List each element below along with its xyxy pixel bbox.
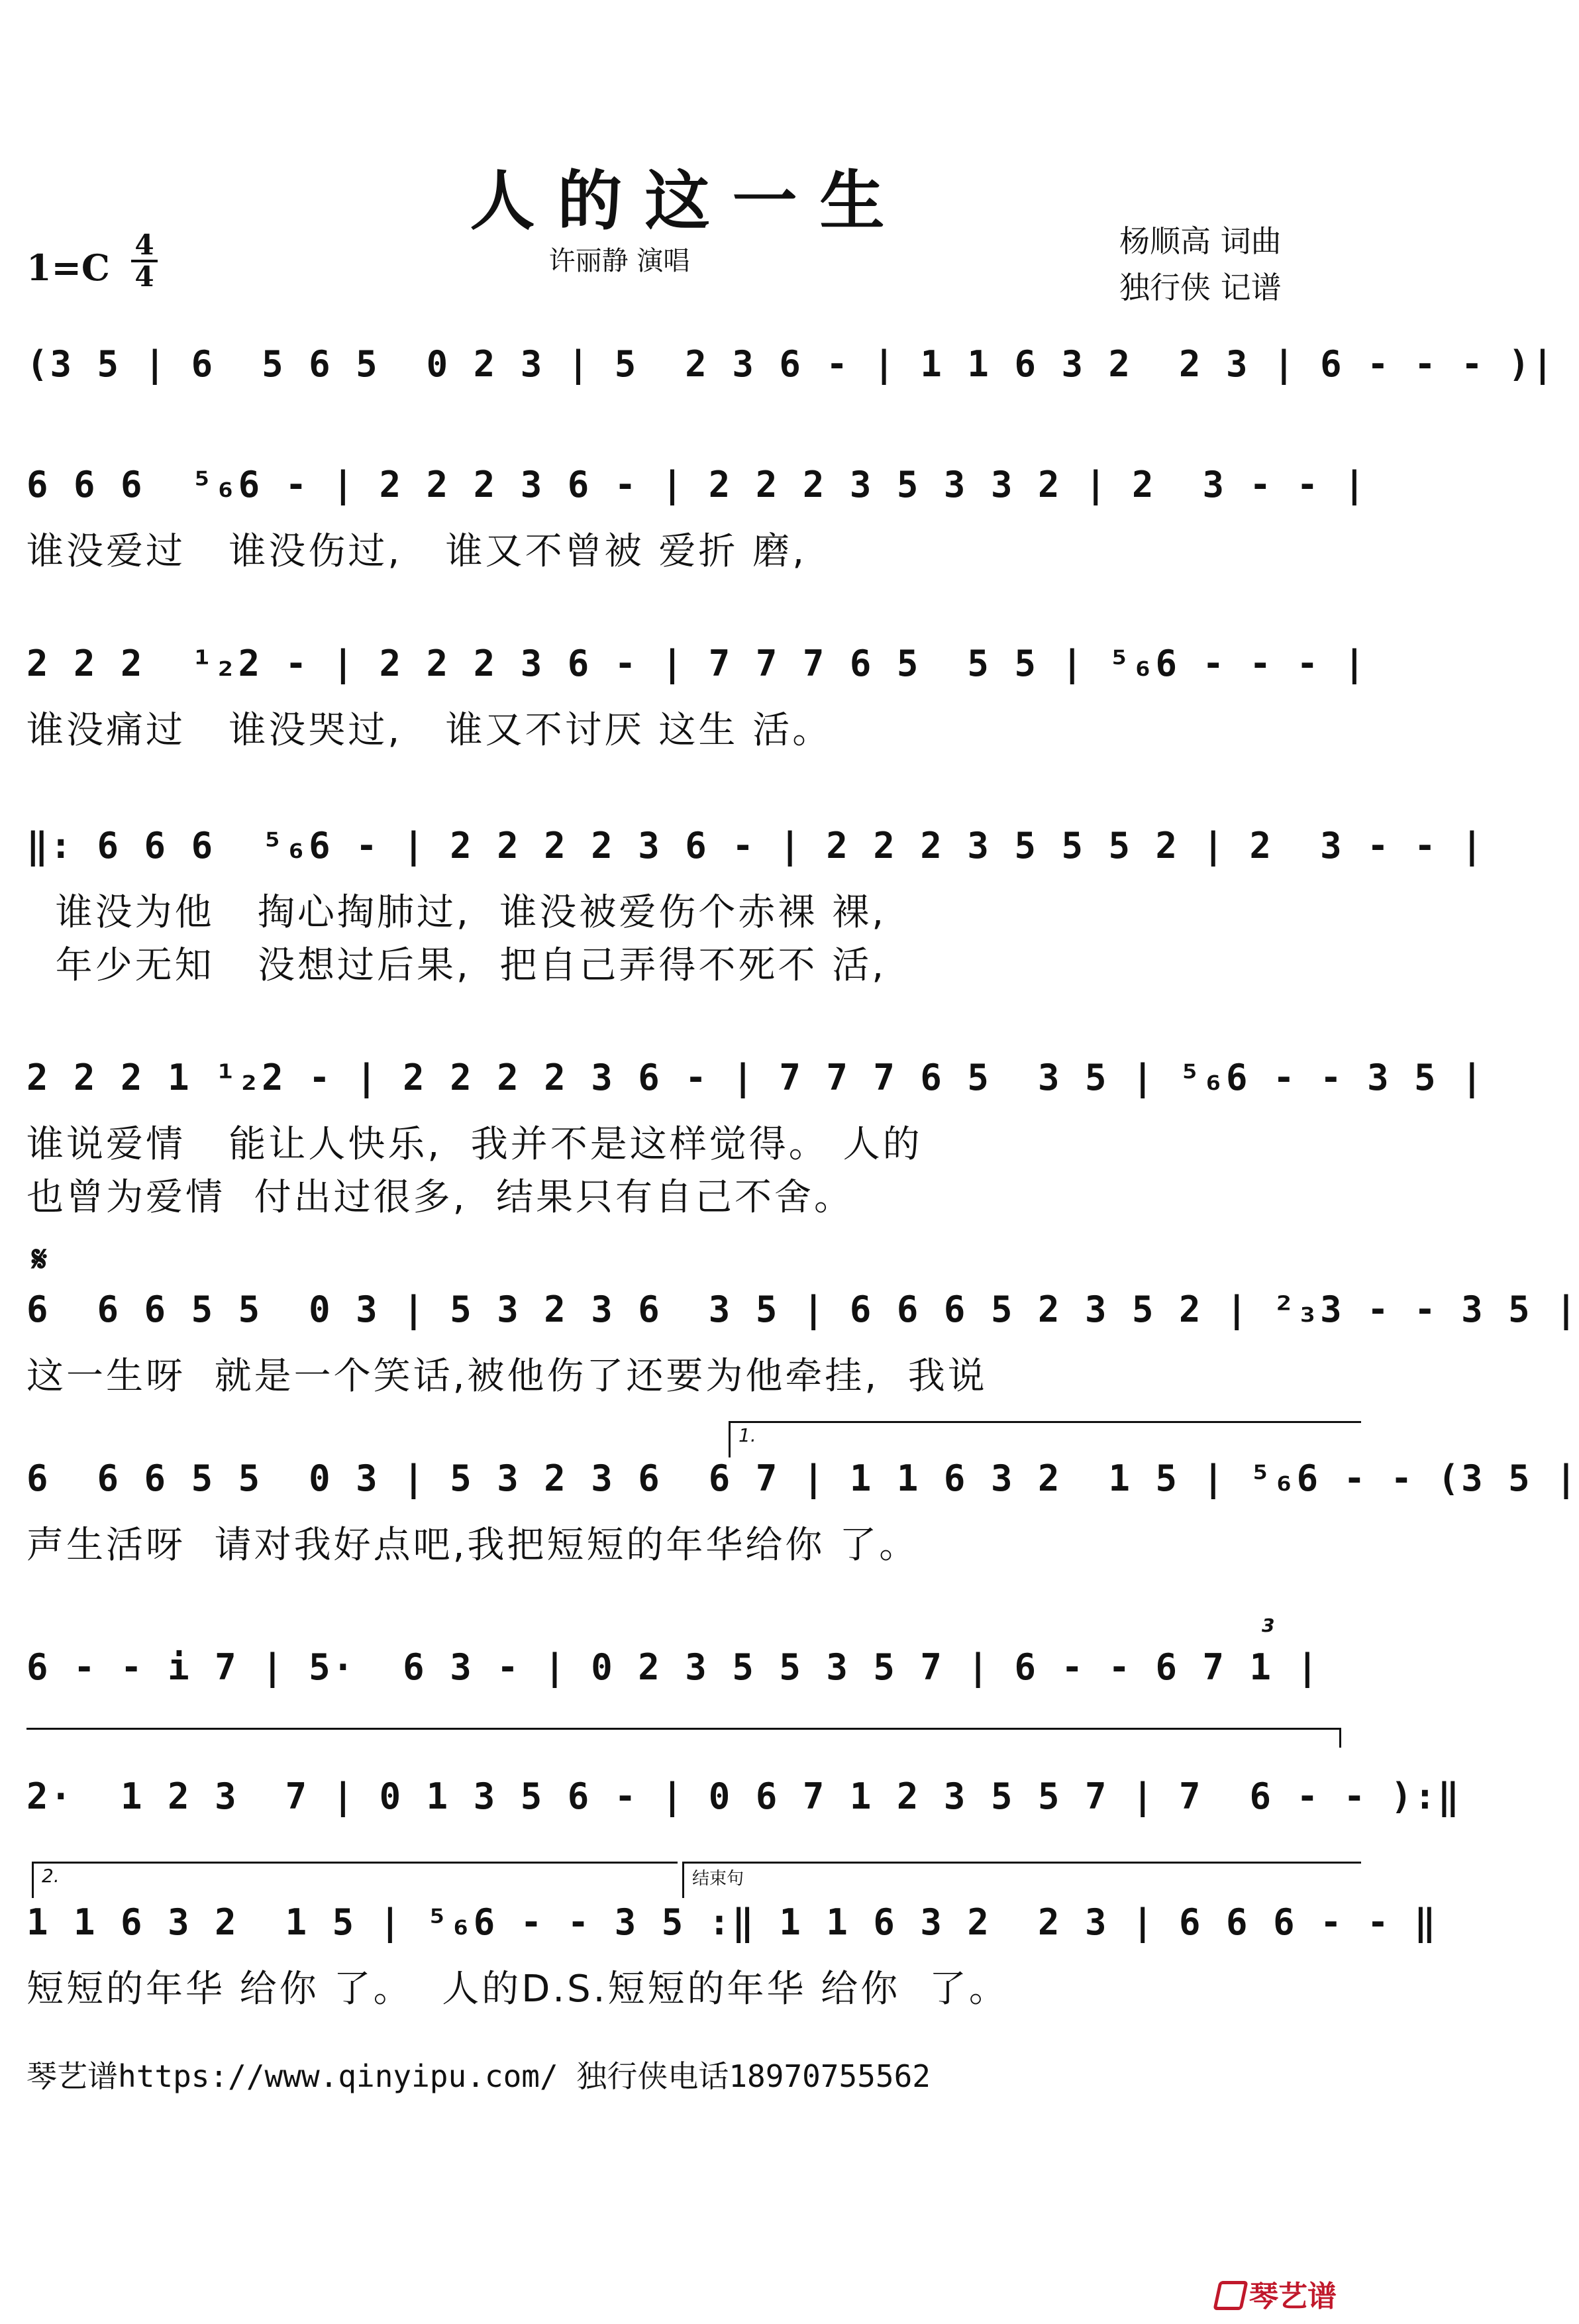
volta-continuation-line [26,1728,1341,1730]
singer-credit: 许丽静 演唱 [548,246,690,276]
lyric-line: 谁说爱情 能让人快乐, 我并不是这样觉得。 人的 [26,1123,923,1166]
lyric-line: 谁没爱过 谁没伤过, 谁又不曾被 爱折 磨, [26,530,807,573]
lyric-line: 年少无知 没想过后果, 把自己弄得不死不 活, [26,944,887,987]
volta-continuation-end [1339,1728,1341,1748]
coda-label: 结束句 [692,1869,744,1889]
segno-sign: 𝄋 [32,1238,48,1280]
second-ending-label: 2. [42,1865,60,1887]
lyric-line: 声生活呀 请对我好点吧,我把短短的年华给你 了。 [26,1524,919,1567]
notation-line: ‖: 6 6 6 ⁵₆6 - | 2 2 2 2 3 6 - | 2 2 2 3 5 5 5 2 | 2 3 - - | [26,825,1485,867]
logo-icon [1213,2281,1248,2310]
lyric-line: 短短的年华 给你 了。 人的D.S.短短的年华 给你 了。 [26,1968,1009,2011]
first-ending-bracket [729,1421,1361,1457]
key-signature: 1=C [26,246,110,289]
notation-line: 2 2 2 1 ¹₂2 - | 2 2 2 2 3 6 - | 7 7 7 6 5 3 5 | ⁵₆6 - - 3 5 | [26,1057,1485,1098]
meter-top: 4 [134,229,154,261]
notation-line: 6 6 6 5 5 0 3 | 5 3 2 3 6 3 5 | 6 6 6 5 2 3 5 2 | ²₃3 - - 3 5 | [26,1289,1579,1330]
notation-line: 6 6 6 5 5 0 3 | 5 3 2 3 6 6 7 | 1 1 6 3 2 1 5 | ⁵₆6 - - (3 5 | [26,1457,1579,1499]
site-logo [1216,2272,1337,2315]
song-title: 人的这一生 [470,163,907,239]
lyric-line: 谁没痛过 谁没哭过, 谁又不讨厌 这生 活。 [26,709,833,752]
notation-line: 2 2 2 ¹₂2 - | 2 2 2 3 6 - | 7 7 7 6 5 5 5 | ⁵₆6 - - - | [26,643,1368,684]
second-ending-bracket [32,1862,678,1898]
lyric-line: 也曾为爱情 付出过很多, 结果只有自己不舍。 [26,1176,854,1219]
coda-bracket [682,1862,1361,1898]
time-signature [131,229,158,293]
notation-line: (3 5 | 6 5 6 5 0 2 3 | 5 2 3 6 - | 1 1 6 3 2 2 3 | 6 - - - )| [26,343,1556,385]
notation-line: 6 6 6 ⁵₆6 - | 2 2 2 3 6 - | 2 2 2 3 5 3 3 2 | 2 3 - - | [26,464,1368,505]
lyrics-music-credit: 杨顺高 词曲 [1119,223,1282,259]
first-ending-label: 1. [739,1424,756,1446]
lyric-line: 谁没为他 掏心掏肺过, 谁没被爱伤个赤裸 裸, [26,891,887,934]
triplet-label: 3 [1262,1614,1275,1636]
lyric-line: 这一生呀 就是一个笑话,被他伤了还要为他牵挂, 我说 [26,1355,988,1398]
footer-source-credit: 琴艺谱https://www.qinyipu.com/ 独行侠电话18970755562 [26,2058,931,2094]
notation-line: 6 - - i 7 | 5· 6 3 - | 0 2 3 5 5 3 5 7 | 6 - - 6 7 1 | [26,1646,1321,1688]
notation-line: 1 1 6 3 2 1 5 | ⁵₆6 - - 3 5 :‖ 1 1 6 3 2 2 3 | 6 6 6 - - ‖ [26,1901,1438,1943]
transcriber-credit: 独行侠 记谱 [1119,270,1282,305]
notation-line: 2· 1 2 3 7 | 0 1 3 5 6 - | 0 6 7 1 2 3 5 5 7 | 7 6 - - ):‖ [26,1775,1462,1817]
meter-bottom: 4 [134,260,154,293]
logo-text: 琴艺谱 [1249,2280,1337,2313]
